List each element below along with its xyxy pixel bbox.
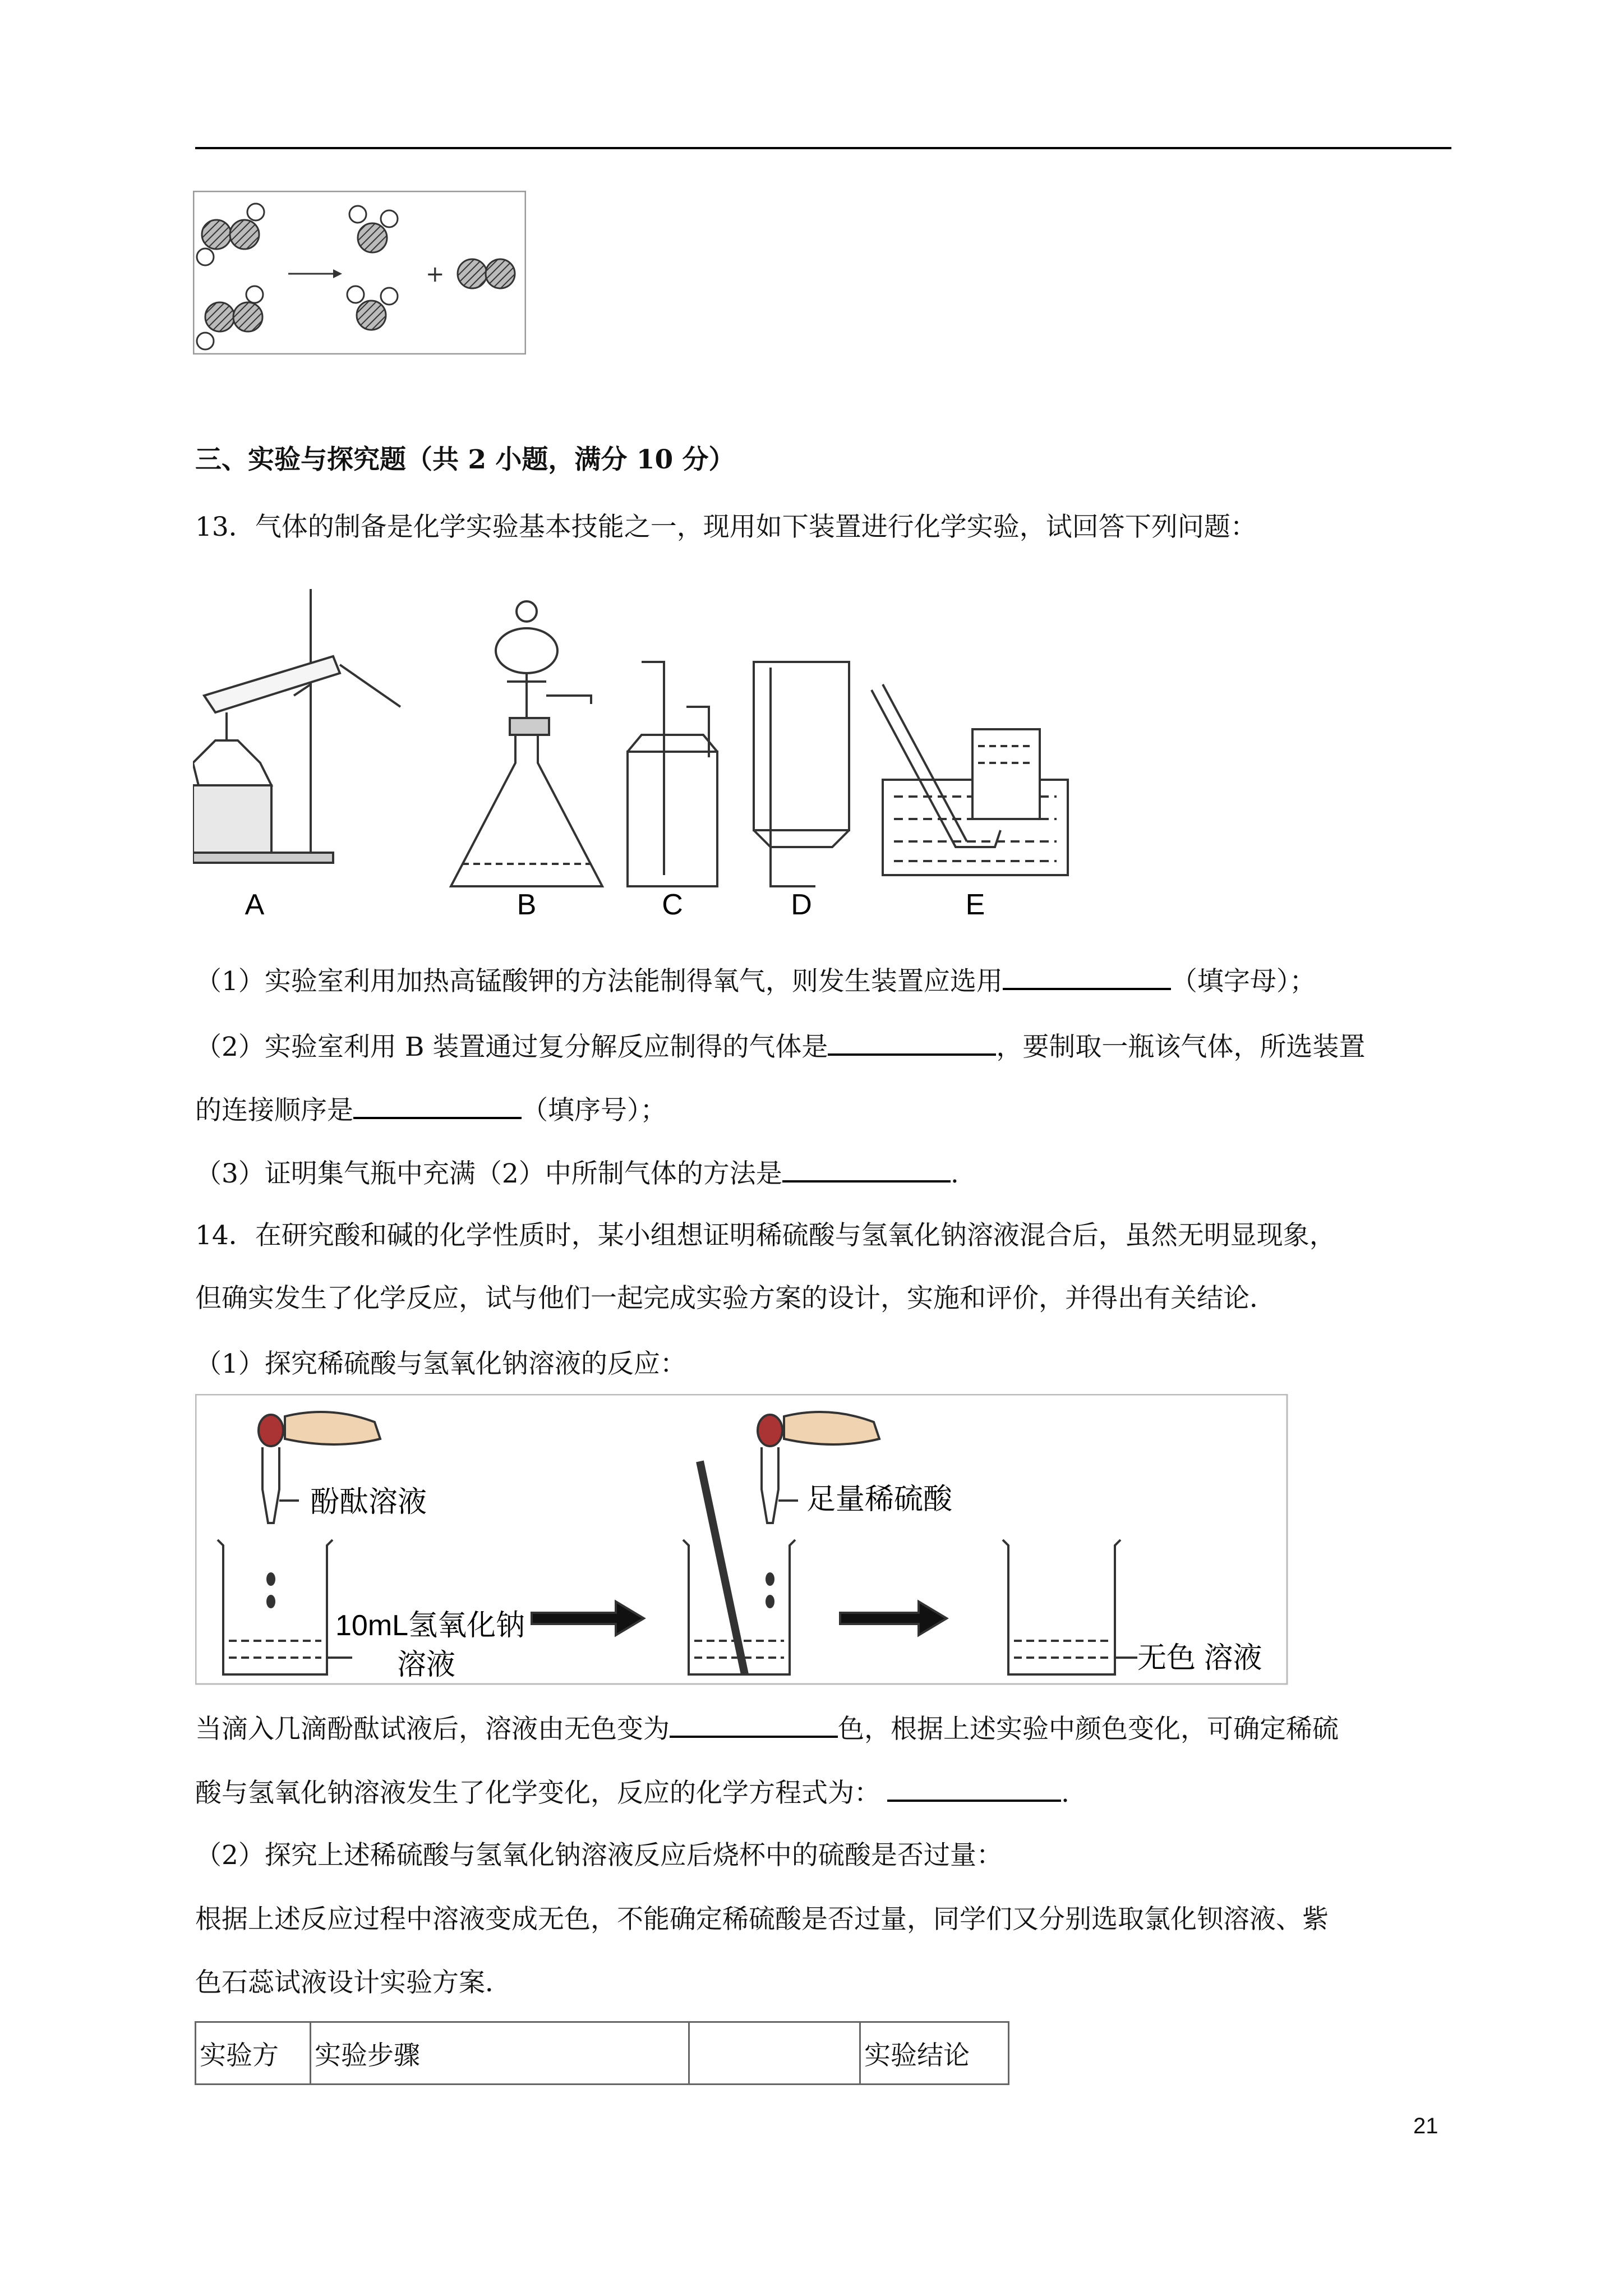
neutralization-svg [195, 1394, 1289, 1686]
q13-part3-text-b: . [950, 1158, 959, 1189]
product-molecule-1 [349, 206, 398, 252]
page-number: 21 [1413, 2114, 1438, 2138]
q13-part2-cont [195, 1091, 667, 1128]
q13-stem: 13．气体的制备是化学实验基本技能之一，现用如下装置进行化学实验，试回答下列问题： [195, 512, 1257, 542]
q14-sub2: （2）探究上述稀硫酸与氢氧化钠溶液反应后烧杯中的硫酸是否过量： [195, 1840, 1003, 1871]
svg-text:+: + [426, 261, 445, 287]
q13-part2-text-d: （填序号）； [522, 1095, 667, 1126]
q13-part2 [195, 1028, 1365, 1064]
experiment-table [195, 2021, 1009, 2085]
table-header-row [196, 2022, 1009, 2085]
q13-part2-text-c: 的连接顺序是 [195, 1095, 353, 1126]
q14-text1 [195, 1710, 1339, 1746]
answer-blank[interactable] [353, 1091, 522, 1119]
table-header-cell: 实验步骤 [311, 2022, 689, 2085]
q14-stem-line1: 14．在研究酸和碱的化学性质时，某小组想证明稀硫酸与氢氧化钠溶液混合后，虽然无明显现象， [195, 1220, 1336, 1251]
answer-blank[interactable] [782, 1154, 951, 1182]
dilute-acid-label: 足量稀硫酸 [806, 1483, 953, 1516]
reactant-molecule-2 [197, 286, 263, 349]
table-header-cell: 实验结论 [860, 2022, 1009, 2085]
label-D: D [791, 889, 812, 920]
answer-blank[interactable] [1003, 962, 1171, 990]
q14-text2-a: 酸与氢氧化钠溶液发生了化学变化，反应的化学方程式为： [195, 1778, 880, 1809]
label-C: C [662, 889, 683, 920]
product-molecule-3 [458, 259, 515, 288]
q14-text1-a: 当滴入几滴酚酞试液后，溶液由无色变为 [195, 1714, 670, 1745]
q13-apparatus-figure [193, 572, 1113, 920]
colorless-solution-label: 无色 溶液 [1137, 1642, 1262, 1674]
q13-part1 [195, 962, 1316, 999]
q14-sub1: （1）探究稀硫酸与氢氧化钠溶液的反应： [195, 1349, 686, 1379]
q13-part2-text-b: ，要制取一瓶该气体，所选装置 [996, 1032, 1366, 1062]
answer-blank[interactable] [828, 1028, 996, 1056]
label-A: A [245, 889, 265, 920]
molecule-reaction-figure [193, 191, 526, 355]
answer-blank[interactable] [670, 1710, 838, 1738]
apparatus-svg [193, 572, 1113, 920]
q14-text1-b: 色，根据上述实验中颜色变化，可确定稀硫 [838, 1714, 1339, 1745]
section-heading: 三、实验与探究题（共 2 小题，满分 10 分） [195, 444, 735, 475]
label-B: B [517, 889, 537, 920]
q14-stem-line2: 但确实发生了化学反应，试与他们一起完成实验方案的设计，实施和评价，并得出有关结论． [195, 1283, 1276, 1314]
q14-neutralization-figure [195, 1394, 1289, 1686]
q13-part1-text-b: （填字母）； [1170, 966, 1316, 997]
table-header-cell: 实验方 [196, 2022, 311, 2085]
phenolphthalein-label: 酚酞溶液 [310, 1486, 427, 1519]
product-molecule-2 [347, 286, 398, 330]
molecule-diagram-svg [193, 191, 526, 355]
answer-blank[interactable] [887, 1774, 1061, 1802]
q14-text3: 根据上述反应过程中溶液变成无色，不能确定稀硫酸是否过量，同学们又分别选取氯化钡溶液、紫 [195, 1904, 1329, 1935]
header-rule [195, 147, 1451, 149]
naoh-label-line2: 溶液 [397, 1649, 456, 1681]
q13-part1-text-a: （1）实验室利用加热高锰酸钾的方法能制得氧气，则发生装置应选用 [195, 966, 1003, 997]
q13-part2-text-a: （2）实验室利用 B 装置通过复分解反应制得的气体是 [195, 1032, 828, 1062]
reactant-molecule-1 [197, 204, 264, 265]
q14-text4: 色石蕊试液设计实验方案． [195, 1967, 511, 1998]
q13-part3-text-a: （3）证明集气瓶中充满（2）中所制气体的方法是 [195, 1158, 782, 1189]
table-header-cell [689, 2022, 860, 2085]
q13-part3 [195, 1154, 959, 1191]
naoh-label-line1: 10mL氢氧化钠 [335, 1609, 525, 1642]
q14-text2-b: . [1061, 1778, 1069, 1809]
q14-text2 [195, 1774, 1069, 1810]
label-E: E [965, 889, 985, 920]
